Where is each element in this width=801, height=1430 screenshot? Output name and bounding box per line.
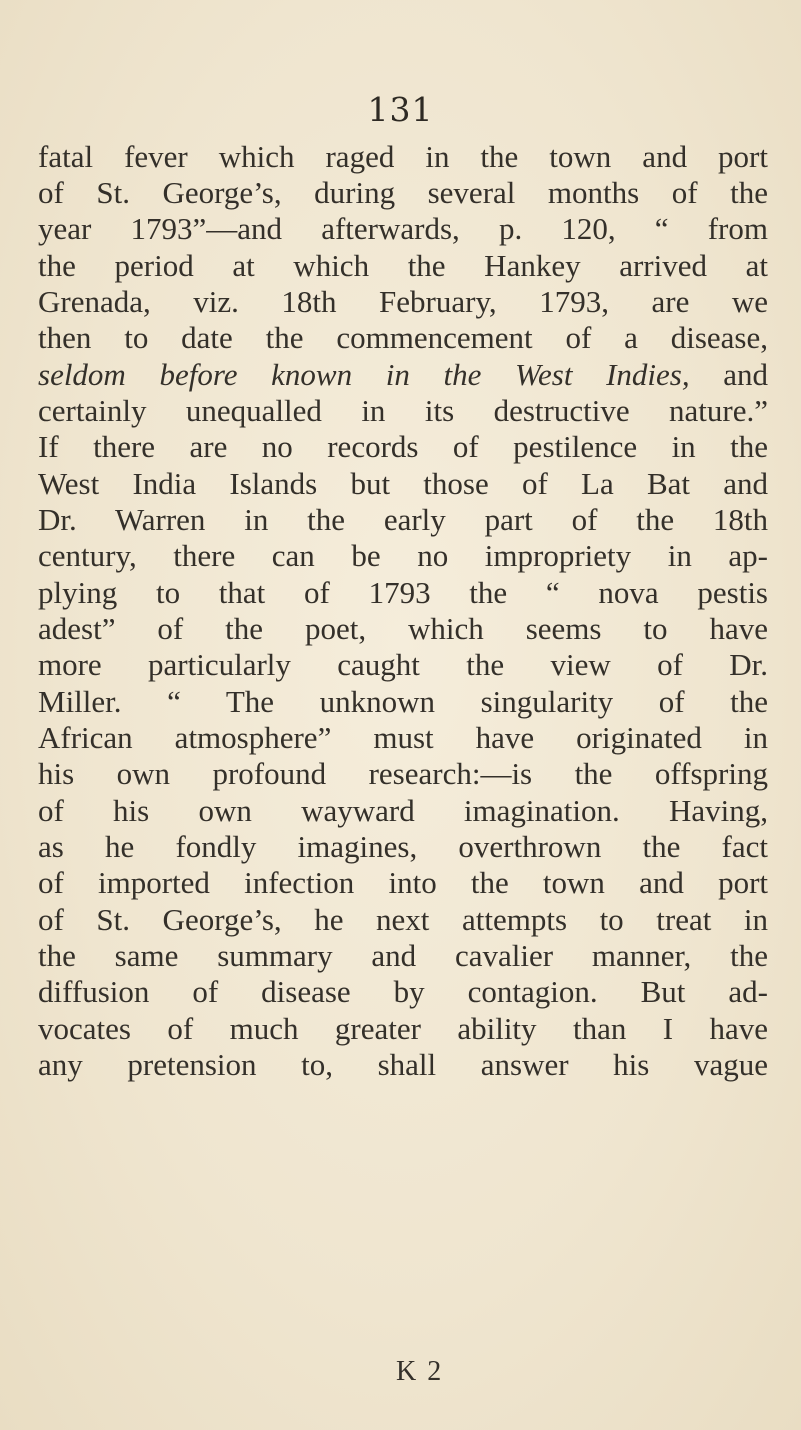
signature-mark: K 2	[396, 1356, 444, 1387]
text-line: the same summary and cavalier manner, the	[38, 938, 768, 973]
text-line: West India Islands but those of La Bat and	[38, 466, 768, 501]
text-line: century, there can be no impropriety in ap-	[38, 538, 768, 573]
text-line: of St. George’s, during several months of the	[38, 175, 768, 210]
text-line: then to date the commencement of a disease,	[38, 320, 768, 355]
text-line: any pretension to, shall answer his vague	[38, 1047, 768, 1082]
text-line: Grenada, viz. 18th February, 1793, are we	[38, 284, 768, 319]
text-line: as he fondly imagines, overthrown the fact	[38, 829, 768, 864]
text-line: of his own wayward imagination. Having,	[38, 793, 768, 828]
text-line: the period at which the Hankey arrived at	[38, 248, 768, 283]
text-fragment: and	[689, 357, 768, 392]
text-line: certainly unequalled in its destructive nature.”	[38, 393, 768, 428]
text-line: of St. George’s, he next attempts to treat in	[38, 902, 768, 937]
text-line: fatal fever which raged in the town and port	[38, 139, 768, 174]
text-line: of imported infection into the town and port	[38, 865, 768, 900]
text-line: adest” of the poet, which seems to have	[38, 611, 768, 646]
text-line: Miller. “ The unknown singularity of the	[38, 684, 768, 719]
text-line: more particularly caught the view of Dr.	[38, 647, 768, 682]
text-line: vocates of much greater ability than I have	[38, 1011, 768, 1046]
italic-phrase: seldom before known in the West Indies,	[38, 357, 690, 392]
text-line: African atmosphere” must have originated in	[38, 720, 768, 755]
text-line: plying to that of 1793 the “ nova pestis	[38, 575, 768, 610]
page-number: 131	[367, 90, 434, 129]
text-line: If there are no records of pestilence in the	[38, 429, 768, 464]
text-line: Dr. Warren in the early part of the 18th	[38, 502, 768, 537]
text-line: his own profound research:—is the offspring	[38, 756, 768, 791]
text-line: year 1793”—and afterwards, p. 120, “ from	[38, 211, 768, 246]
text-line	[38, 358, 768, 392]
text-line: diffusion of disease by contagion. But ad-	[38, 974, 768, 1009]
